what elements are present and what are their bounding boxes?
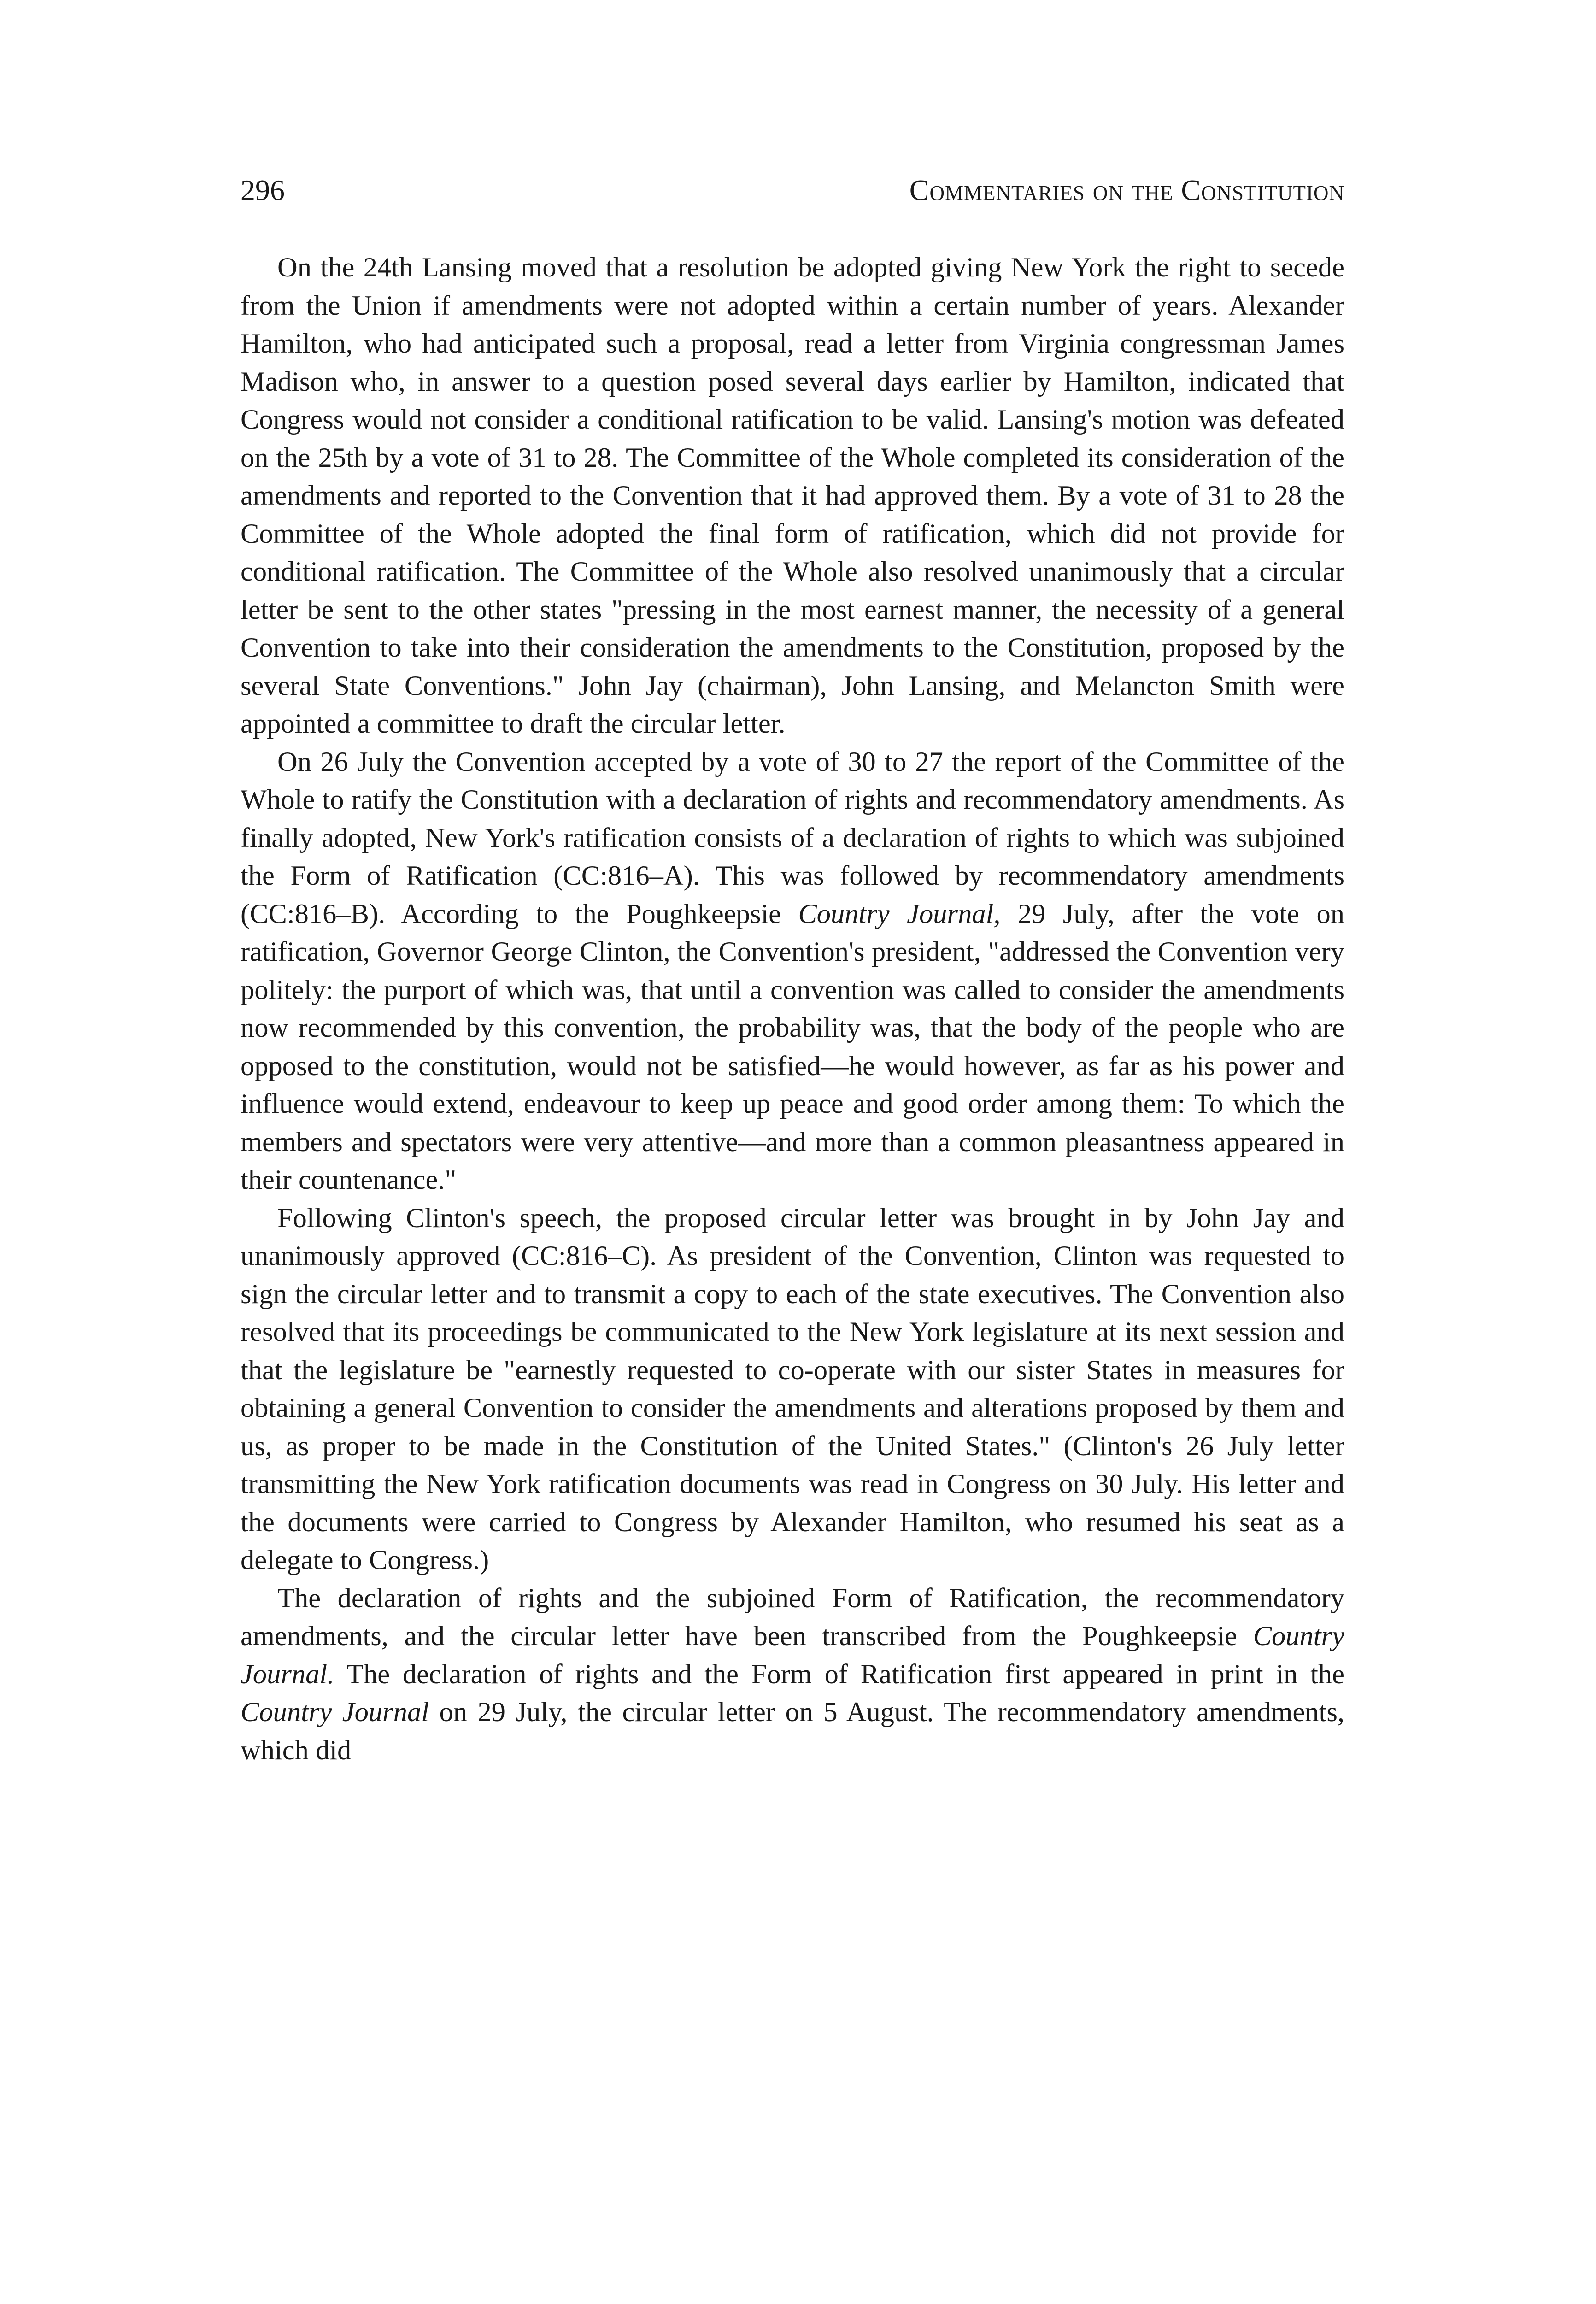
body-text xyxy=(241,249,1344,1769)
paragraph-2-part-1: On 26 July the Convention accepted by a vote of 30 to 27 the report of the Committee of the Whole to ratify the Constitution with a declaration of rights and recommendatory amendments. As finally adopted, New York's ratification consists of a declaration of rights to which was subjoined the Form of Ratification (CC:816–A). This was followed by recommendatory amendments (CC:816–B). According to the Poughkeepsie xyxy=(241,746,1344,929)
newspaper-title: Country Journal. xyxy=(241,1621,1344,1690)
running-title: Commentaries on the Constitution xyxy=(909,174,1344,206)
paragraph-4-part-2: The declaration of rights and the Form of Ratification first appeared in print in the xyxy=(334,1658,1344,1690)
page-number: 296 xyxy=(241,174,285,206)
paragraph-4 xyxy=(241,1580,1344,1770)
running-head xyxy=(241,170,1344,211)
paragraph-2-part-2: 29 July, after the vote on ratification, Governor George Clinton, the Convention's president, "addressed the Convention very politely: the purport of which was, that until a convention was called to consider the amendments now recommended by this convention, the probability was, that the body of the people who are opposed to the constitution, would not be satisfied—he would however, as far as his power and influence would extend, endeavour to keep up peace and good order among them: To which the members and spectators were very attentive—and more than a common pleasantness appeared in their countenance." xyxy=(241,898,1345,1195)
paragraph-3: Following Clinton's speech, the proposed circular letter was brought in by John Jay and unanimously approved (CC:816–C). As president of the Convention, Clinton was requested to sign the circular letter and to transmit a copy to each of the state executives. The Convention also resolved that its proceedings be communicated to the New York legislature at its next session and that the legislature be "earnestly requested to co-operate with our sister States in measures for obtaining a general Convention to consider the amendments and alterations proposed by them and us, as proper to be made in the Constitution of the United States." (Clinton's 26 July letter transmitting the New York ratification documents was read in Congress on 30 July. His letter and the documents were carried to Congress by Alexander Hamilton, who resumed his seat as a delegate to Congress.) xyxy=(241,1202,1344,1575)
newspaper-title: Country Journal, xyxy=(798,898,1001,929)
paragraph-4-part-3: on 29 July, the circular letter on 5 August. The recommendatory amendments, which did xyxy=(241,1697,1344,1766)
newspaper-title: Country Journal xyxy=(241,1697,429,1728)
paragraph-4-part-1: The declaration of rights and the subjoined Form of Ratification, the recommendatory amendments, and the circular letter have been transcribed from the Poughkeepsie xyxy=(241,1582,1344,1652)
paragraph-1: On the 24th Lansing moved that a resolution be adopted giving New York the right to secede from the Union if amendments were not adopted within a certain number of years. Alexander Hamilton, who had anticipated such a proposal, read a letter from Virginia congressman James Madison who, in answer to a question posed several days earlier by Hamilton, indicated that Congress would not consider a conditional ratification to be valid. Lansing's motion was defeated on the 25th by a vote of 31 to 28. The Committee of the Whole completed its consideration of the amendments and reported to the Convention that it had approved them. By a vote of 31 to 28 the Committee of the Whole adopted the final form of ratification, which did not provide for conditional ratification. The Committee of the Whole also resolved unanimously that a circular letter be sent to the other states "pressing in the most earnest manner, the necessity of a general Convention to take into their consideration the amendments to the Constitution, proposed by the several State Conventions." John Jay (chairman), John Lansing, and Melancton Smith were appointed a committee to draft the circular letter. xyxy=(241,252,1344,739)
paragraph-2 xyxy=(241,743,1344,1199)
